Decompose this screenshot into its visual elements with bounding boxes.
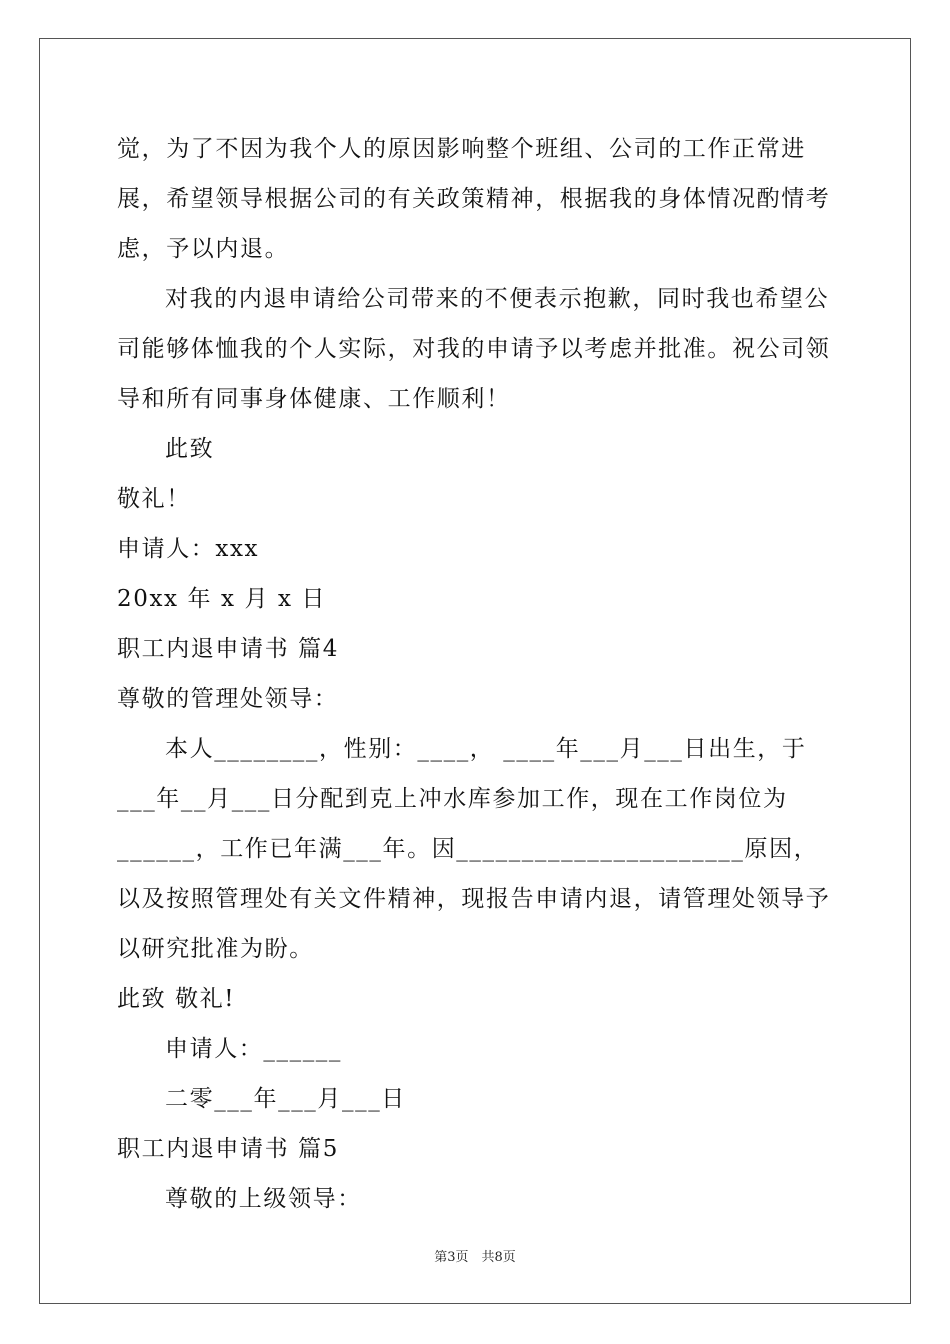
section-heading-5: 职工内退申请书 篇5 <box>117 1136 339 1162</box>
date-blank-line: 二零___年___月___日 <box>165 1086 406 1112</box>
applicant-blank-line: 申请人：______ <box>165 1036 342 1062</box>
section-heading-4: 职工内退申请书 篇4 <box>117 636 339 662</box>
closing-jingli: 敬礼！ <box>117 486 191 512</box>
applicant-line: 申请人：xxx <box>117 536 260 562</box>
salutation-5: 尊敬的上级领导： <box>165 1186 362 1212</box>
closing-cizhi: 此致 <box>165 436 215 462</box>
date-line: 20xx 年 x 月 x 日 <box>117 586 327 612</box>
paragraph-continuation: 觉，为了不因为我个人的原因影响整个班组、公司的工作正常进展，希望领导根据公司的有关政策精神，根据我的身体情况酌情考虑，予以内退。 <box>117 136 831 262</box>
document-body <box>117 124 833 1224</box>
closing-4: 此致 敬礼! <box>117 986 236 1012</box>
salutation-4: 尊敬的管理处领导： <box>117 686 339 712</box>
paragraph-apology: 对我的内退申请给公司带来的不便表示抱歉，同时我也希望公司能够体恤我的个人实际，对我的申请予以考虑并批准。祝公司领导和所有同事身体健康、工作顺利！ <box>117 286 831 412</box>
paragraph-form-body: 本人________，性别：____， ____年___月___日出生，于___年__月___日分配到克上冲水库参加工作，现在工作岗位为______，工作已年满___年。因______________________原因，以及按照管理处有关文件精神，现报告申请内退，请管理处领导予以研究批准为盼。 <box>117 736 831 962</box>
page-number-footer: 第3页 共8页 <box>434 1250 516 1265</box>
